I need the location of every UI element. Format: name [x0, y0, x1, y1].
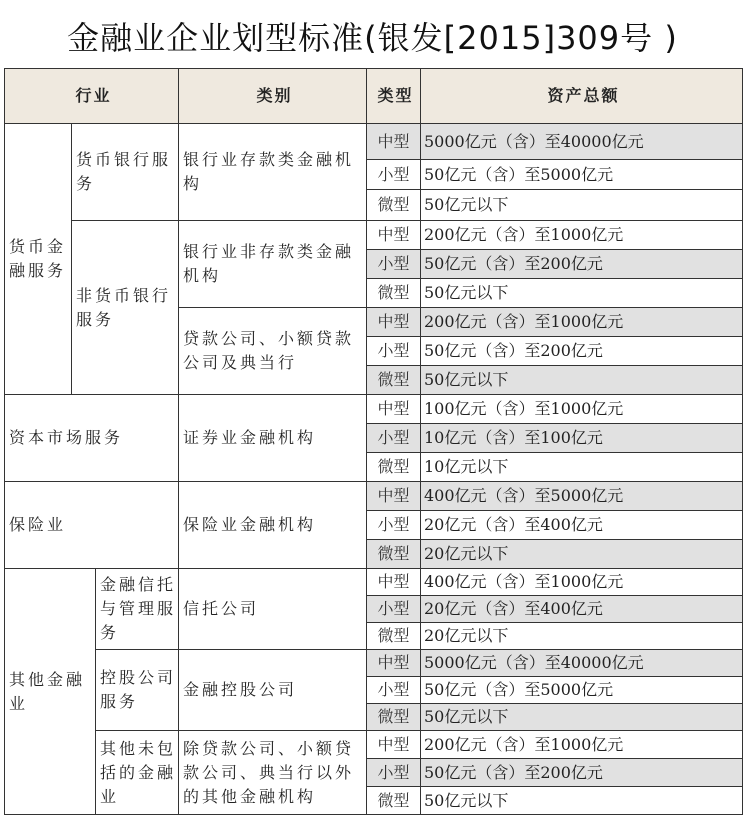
classification-table: [4, 68, 743, 815]
subindustry-holding-services: 控股公司服务: [96, 650, 179, 731]
asset-cell: 50亿元以下: [421, 279, 743, 308]
type-cell: 微型: [367, 279, 421, 308]
type-cell: 小型: [367, 250, 421, 279]
industry-other-finance: 其他金融业: [5, 569, 96, 815]
asset-cell: 50亿元（含）至5000亿元: [421, 160, 743, 190]
type-cell: 中型: [367, 221, 421, 250]
type-cell: 小型: [367, 424, 421, 453]
subindustry-trust-management: 金融信托与管理服务: [96, 569, 179, 650]
category-deposit-institutions: 银行业存款类金融机构: [179, 124, 367, 221]
category-financial-holding: 金融控股公司: [179, 650, 367, 731]
type-cell: 小型: [367, 759, 421, 787]
asset-cell: 50亿元（含）至200亿元: [421, 250, 743, 279]
type-cell: 微型: [367, 623, 421, 650]
asset-cell: 20亿元以下: [421, 540, 743, 569]
type-cell: 中型: [367, 731, 421, 759]
type-cell: 微型: [367, 453, 421, 482]
asset-cell: 20亿元（含）至400亿元: [421, 511, 743, 540]
type-cell: 中型: [367, 569, 421, 596]
type-cell: 微型: [367, 787, 421, 815]
asset-cell: 20亿元（含）至400亿元: [421, 596, 743, 623]
asset-cell: 20亿元以下: [421, 623, 743, 650]
type-cell: 微型: [367, 366, 421, 395]
asset-cell: 50亿元以下: [421, 704, 743, 731]
asset-cell: 50亿元（含）至200亿元: [421, 759, 743, 787]
asset-cell: 10亿元（含）至100亿元: [421, 424, 743, 453]
type-cell: 中型: [367, 650, 421, 677]
category-other-institutions: 除贷款公司、小额贷款公司、典当行以外的其他金融机构: [179, 731, 367, 815]
asset-cell: 200亿元（含）至1000亿元: [421, 308, 743, 337]
industry-monetary-finance: 货币金融服务: [5, 124, 72, 395]
header-type: 类型: [367, 69, 421, 124]
asset-cell: 100亿元（含）至1000亿元: [421, 395, 743, 424]
asset-cell: 50亿元（含）至200亿元: [421, 337, 743, 366]
asset-cell: 400亿元（含）至1000亿元: [421, 569, 743, 596]
asset-cell: 5000亿元（含）至40000亿元: [421, 650, 743, 677]
type-cell: 小型: [367, 337, 421, 366]
page-title: 金融业企业划型标准(银发[2015]309号 ): [67, 19, 678, 57]
category-loan-pawn-companies: 贷款公司、小额贷款公司及典当行: [179, 308, 367, 395]
subindustry-monetary-banking: 货币银行服务: [72, 124, 179, 221]
type-cell: 中型: [367, 395, 421, 424]
type-cell: 中型: [367, 308, 421, 337]
asset-cell: 5000亿元（含）至40000亿元: [421, 124, 743, 160]
subindustry-other-uncategorized: 其他未包括的金融业: [96, 731, 179, 815]
header-assets: 资产总额: [421, 69, 743, 124]
type-cell: 小型: [367, 511, 421, 540]
asset-cell: 200亿元（含）至1000亿元: [421, 731, 743, 759]
industry-capital-market: 资本市场服务: [5, 395, 179, 482]
type-cell: 小型: [367, 596, 421, 623]
type-cell: 中型: [367, 482, 421, 511]
category-insurance: 保险业金融机构: [179, 482, 367, 569]
type-cell: 微型: [367, 704, 421, 731]
asset-cell: 50亿元以下: [421, 787, 743, 815]
header-category: 类别: [179, 69, 367, 124]
type-cell: 小型: [367, 677, 421, 704]
header-industry: 行业: [5, 69, 179, 124]
industry-insurance: 保险业: [5, 482, 179, 569]
category-nondeposit-institutions: 银行业非存款类金融机构: [179, 221, 367, 308]
type-cell: 中型: [367, 124, 421, 160]
asset-cell: 50亿元以下: [421, 190, 743, 221]
asset-cell: 50亿元以下: [421, 366, 743, 395]
type-cell: 微型: [367, 190, 421, 221]
asset-cell: 400亿元（含）至5000亿元: [421, 482, 743, 511]
type-cell: 小型: [367, 160, 421, 190]
asset-cell: 50亿元（含）至5000亿元: [421, 677, 743, 704]
type-cell: 微型: [367, 540, 421, 569]
subindustry-nonmonetary-banking: 非货币银行服务: [72, 221, 179, 395]
asset-cell: 10亿元以下: [421, 453, 743, 482]
category-trust-companies: 信托公司: [179, 569, 367, 650]
asset-cell: 200亿元（含）至1000亿元: [421, 221, 743, 250]
category-securities: 证券业金融机构: [179, 395, 367, 482]
